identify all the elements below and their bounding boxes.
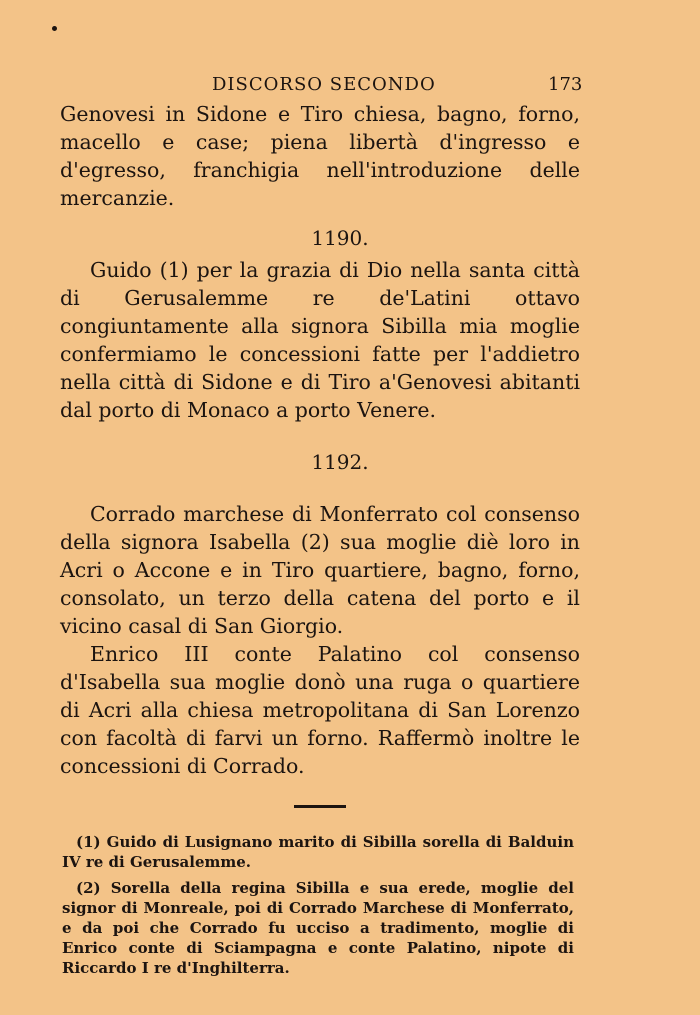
page-header (0, 74, 700, 98)
continuation-paragraph: Genovesi in Sidone e Tiro chiesa, bagno, forno, macello e case; piena libertà d'ingresso e d'egresso, franchigia nell'introduzione delle mercanzie. (60, 102, 580, 210)
paragraph-guido: Guido (1) per la grazia di Dio nella santa città di Gerusalemme re de'Latini ottavo congiuntamente alla signora Sibilla mia moglie confermiamo le concessioni fatte per l'addietro nella città di Sidone e di Tiro a'Genovesi abitanti dal porto di Monaco a porto Venere. (60, 258, 580, 422)
ink-speck (52, 26, 57, 31)
footnote-separator-rule (294, 805, 346, 808)
paragraph-enrico: Enrico III conte Palatino col consenso d'Isabella sua moglie donò una ruga o quartiere di Acri alla chiesa metropolitana di San Lorenzo con facoltà di farvi un forno. Raffermò inoltre le concessioni di Corrado. (60, 642, 580, 778)
footnote-2: (2) Sorella della regina Sibilla e sua erede, moglie del signor di Monreale, poi di Corrado Marchese di Monferrato, e da poi che Corrado fu ucciso a tradimento, moglie di Enrico conte di Sciampagna e conte Palatino, nipote di Riccardo I re d'Inghilterra. (62, 879, 574, 977)
continuation-text-block (60, 100, 580, 212)
paragraph-corrado: Corrado marchese di Monferrato col consenso della signora Isabella (2) sua moglie diè loro in Acri o Accone e in Tiro quartiere, bagno, forno, consolato, un terzo della catena del porto e il vicino casal di San Giorgio. (60, 502, 580, 638)
year-heading-1190: 1190. (311, 226, 369, 250)
paragraph-guido-block (60, 256, 580, 424)
paragraph-corrado-block (60, 500, 580, 780)
footnotes (62, 832, 574, 978)
footnote-1: (1) Guido di Lusignano marito di Sibilla sorella di Balduin IV re di Gerusalemme. (62, 833, 574, 871)
year-heading-1192: 1192. (311, 450, 369, 474)
page-number: 173 (548, 74, 583, 95)
running-title: DISCORSO SECONDO (212, 74, 436, 95)
